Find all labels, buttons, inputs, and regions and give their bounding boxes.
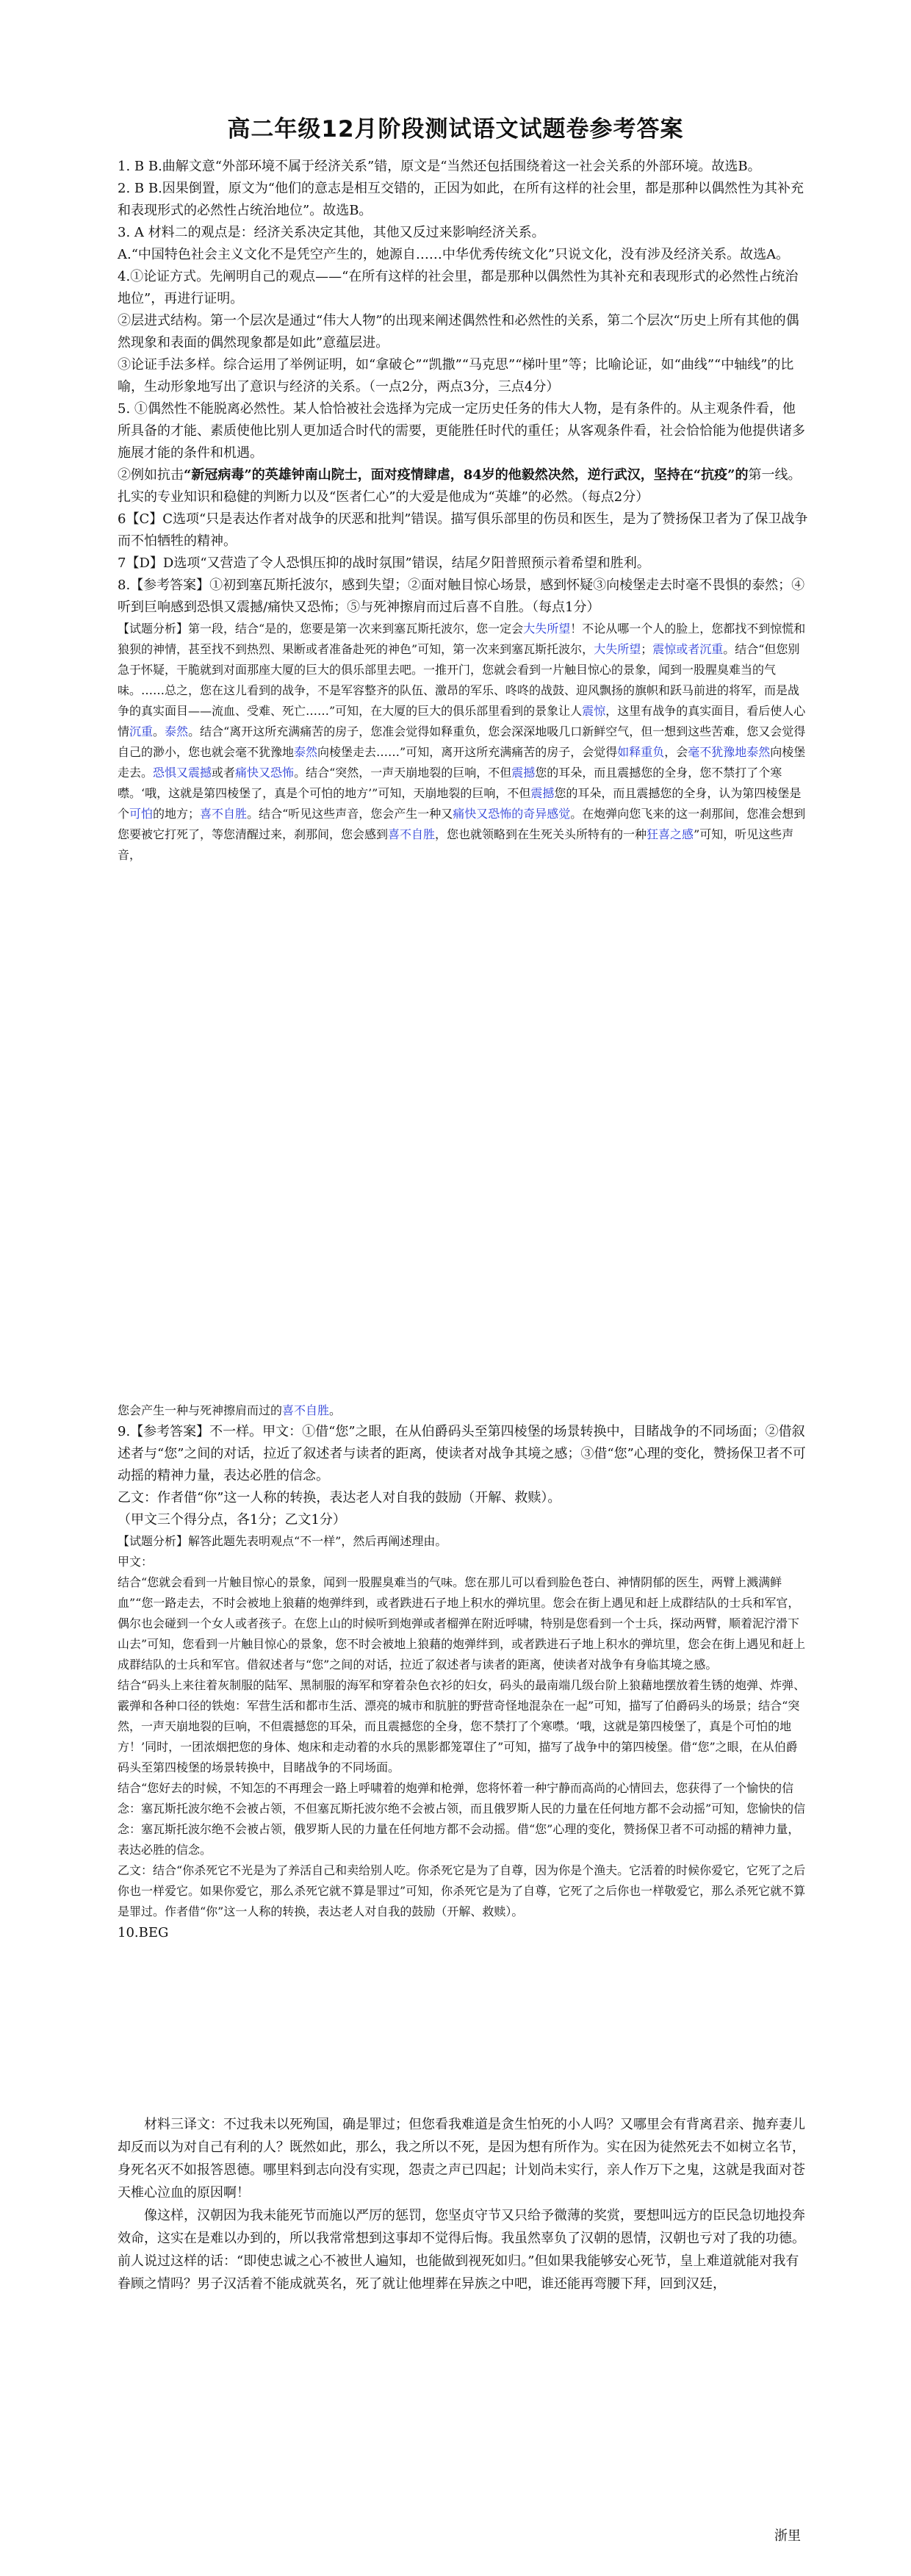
answer-q7: 7【D】D选项“又营造了令人恐惧压抑的战时氛围”错误，结尾夕阳普照预示着希望和胜利。 <box>118 555 650 571</box>
keyword-highlight: 喜不自胜 <box>282 1403 330 1417</box>
q9-analysis-jia-label: 甲文： <box>118 1555 154 1569</box>
page-footer: 浙里 <box>774 2528 801 2544</box>
page-title: 高二年级12月阶段测试语文试题卷参考答案 <box>227 116 684 143</box>
keyword-highlight: 可怕 <box>129 807 154 821</box>
translation-para-2: 像这样，汉朝因为我未能死节而施以严厉的惩罚，您坚贞守节又只给予微薄的奖赏，要想叫远方的臣民急切地投奔效命，这实在是难以办到的，所以我常常想到这事却不觉得后悔。我虽然辜负了汉朝的恩情，汉朝也亏对了我的功德。前人说过这样的话：“即使忠诚之心不被世人遍知，也能做到视死如归。”但如果我能够安心死节，皇上难道就能对我有眷顾之情吗？男子汉活着不能成就英名，死了就让他埋葬在异族之中吧，谁还能再弯腰下拜，回到汉廷， <box>118 2208 805 2292</box>
q8-analysis-end: 您会产生一种与死神擦肩而过的喜不自胜。 <box>118 1403 342 1417</box>
answer-q4-point3: ③论证手法多样。综合运用了举例证明，如“拿破仑”“凯撒”“马克思”“梯叶里”等；比喻论证，如“曲线”“中轴线”的比喻，生动形象地写出了意识与经济的关系。（一点2分，两点3分，三点4分） <box>118 357 794 395</box>
q9-analysis-jia-3: 结合“您好去的时候，不知怎的不再理会一路上呼啸着的炮弹和枪弹，您将怀着一种宁静而高尚的心情回去，您获得了一个愉快的信念：塞瓦斯托波尔绝不会被占领，不但塞瓦斯托波尔绝不会被占领，而且俄罗斯人民的力量在任何地方都不会动摇”可知，您愉快的信念：塞瓦斯托波尔绝不会被占领，俄罗斯人民的力量在任何地方都不会动摇。借“您”心理的变化，赞扬保卫者不可动摇的精神力量，表达必胜的信念。 <box>118 1781 806 1857</box>
answer-q5-point1: 5. ①偶然性不能脱离必然性。某人恰恰被社会选择为完成一定历史任务的伟大人物，是有条件的。从主观条件看，他所具备的才能、素质使他比别人更加适合时代的需要，更能胜任时代的重任；从客观条件看，社会恰恰能为他提供诸多施展才能的条件和机遇。 <box>118 401 805 461</box>
keyword-highlight: 泰然 <box>165 724 189 738</box>
q9-analysis-yi: 乙文：结合“你杀死它不光是为了养活自己和卖给别人吃。你杀死它是为了自尊，因为你是个渔夫。它活着的时候你爱它，它死了之后你也一样爱它。如果你爱它，那么杀死它就不算是罪过”可知，你杀死它是为了自尊，它死了之后你也一样敬爱它，那么杀死它就不算是罪过。作者借“你”这一人称的转换，表达老人对自我的鼓励（开解、救赎）。 <box>118 1863 806 1918</box>
keyword-highlight: 狂喜之感 <box>647 827 694 841</box>
answer-q6: 6【C】C选项“只是表达作者对战争的厌恶和批判”错误。描写俱乐部里的伤员和医生，是为了赞扬保卫者为了保卫战争而不怕牺牲的精神。 <box>118 511 808 549</box>
keyword-highlight: 沉重 <box>129 724 154 738</box>
keyword-highlight: 喜不自胜 <box>388 827 436 841</box>
answer-q9-yi: 乙文：作者借“你”这一人称的转换，表达老人对自我的鼓励（开解、救赎）。 <box>118 1490 561 1505</box>
translation-para-1: 材料三译文：不过我未以死殉国，确是罪过；但您看我难道是贪生怕死的小人吗？又哪里会有背离君亲、抛弃妻儿却反而以为对自己有利的人？既然如此，那么，我之所以不死，是因为想有所作为。实在因为徒然死去不如树立名节，身死名灭不如报答恩德。哪里料到志向没有实现，怨责之声已四起；计划尚未实行，亲人作万下之鬼，这就是我面对苍天椎心泣血的原因啊！ <box>118 2117 805 2201</box>
q9-analysis-jia-2: 结合“码头上来往着灰制服的陆军、黑制服的海军和穿着杂色衣衫的妇女，码头的最南端几级台阶上狼藉地摆放着生锈的炮弹、炸弹、霰弹和各种口径的铁炮：军营生活和都市生活、漂亮的城市和肮脏的野营奇怪地混杂在一起”可知，描写了伯爵码头的场景；结合“突然，一声天崩地裂的巨响，不但震撼您的耳朵，而且震撼您的全身，您不禁打了个寒噤。‘哦，这就是第四棱堡了，真是个可怕的地方！’同时，一团浓烟把您的身体、炮床和走动着的水兵的黑影都笼罩住了”可知，描写了战争中的第四棱堡。借“您”之眼，在从伯爵码头至第四棱堡的场景转换中，目睹战争的不同场面。 <box>118 1678 806 1774</box>
keyword-highlight: 痛快又恐怖的奇异感觉 <box>453 807 571 821</box>
answer-q4-point1: 4.①论证方式。先阐明自己的观点——“在所有这样的社会里，都是那种以偶然性为其补充和表现形式的必然性占统治地位”，再进行证明。 <box>118 269 799 306</box>
answer-q10: 10.BEG <box>118 1925 169 1940</box>
answer-q1: 1. B B.曲解文意“外部环境不属于经济关系”错，原文是“当然还包括围绕着这一社会关系的外部环境。故选B。 <box>118 159 761 174</box>
q9-analysis-intro: 【试题分析】解答此题先表明观点“不一样”，然后再阐述理由。 <box>118 1534 447 1548</box>
keyword-highlight: 震惊 <box>582 704 606 718</box>
keyword-highlight: 大失所望 <box>594 642 641 656</box>
answer-q2: 2. B B.因果倒置，原文为“他们的意志是相互交错的，正因为如此，在所有这样的社会里，都是那种以偶然性为其补充和表现形式的必然性占统治地位”。故选B。 <box>118 181 804 218</box>
keyword-highlight: 震惊或者沉重 <box>652 642 724 656</box>
answer-q8: 8.【参考答案】①初到塞瓦斯托波尔，感到失望；②面对触目惊心场景，感到怀疑③向棱堡走去时毫不畏惧的泰然；④听到巨响感到恐惧又震撼/痛快又恐怖；⑤与死神擦肩而过后喜不自胜。（每点1分） <box>118 578 805 615</box>
answer-q4-point2: ②层进式结构。第一个层次是通过“伟大人物”的出现来阐述偶然性和必然性的关系，第二个层次“历史上所有其他的偶然现象和表面的偶然现象都是如此”意蕴层进。 <box>118 313 799 350</box>
answer-q9: 9.【参考答案】不一样。甲文：①借“您”之眼，在从伯爵码头至第四棱堡的场景转换中，目睹战争的不同场面；②借叙述者与“您”之间的对话，拉近了叙述者与读者的距离，使读者对战争其境之感；③借“您”心理的变化，赞扬保卫者不可动摇的精神力量，表达必胜的信念。 <box>118 1424 806 1483</box>
keyword-highlight: 恐惧又震撼 <box>153 766 212 780</box>
keyword-highlight: 震撼 <box>530 786 555 800</box>
keyword-highlight: 痛快又恐怖 <box>235 766 295 780</box>
q9-analysis-jia-1: 结合“您就会看到一片触目惊心的景象，闻到一股腥臭难当的气味。您在那儿可以看到脸色苍白、神情阴郁的医生，两臂上溅满鲜血”“您一路走去，不时会被地上狼藉的炮弹绊到，或者跌进石子地上积水的弹坑里。您会在街上遇见和赶上成群结队的士兵和军官，偶尔也会碰到一个女人或者孩子。在您上山的时候听到炮弹或者榴弹在附近呼啸，特别是您看到一个士兵，探动两臂，顺着泥泞滑下山去”可知，您看到一片触目惊心的景象，您不时会被地上狼藉的炮弹绊到，或者跌进石子地上积水的弹坑里，您会在街上遇见和赶上成群结队的士兵和军官。借叙述者与“您”之间的对话，拉近了叙述者与读者的距离，使读者对战争有身临其境之感。 <box>118 1575 806 1672</box>
keyword-highlight: 泰然 <box>294 745 318 759</box>
keyword-highlight: 毫不犹豫地泰然 <box>688 745 771 759</box>
keyword-highlight: 震撼 <box>511 766 536 780</box>
answer-q5-point2 <box>118 464 808 508</box>
q5-lead: ②例如抗击 <box>118 467 184 483</box>
answer-q9-scoring: （甲文三个得分点，各1分；乙文1分） <box>118 1512 346 1528</box>
answers-section-1 <box>118 156 808 866</box>
keyword-highlight: 如释重负 <box>617 745 665 759</box>
q5-tail: 第一线。扎实的专业知识和稳健的判断力以及“医者仁心”的大爱是他成为“英雄”的必然。（每点2分） <box>118 467 802 505</box>
translation-section <box>118 2113 808 2295</box>
answer-q3-detail: A.“中国特色社会主义文化不是凭空产生的，她源自……中华优秀传统文化”只说文化，没有涉及经济关系。故选A。 <box>118 247 790 262</box>
answer-q3: 3. A 材料二的观点是：经济关系决定其他，其他又反过来影响经济关系。 <box>118 225 545 240</box>
q5-bold-example: “新冠病毒”的英雄钟南山院士，面对疫情肆虐，84岁的他毅然决然，逆行武汉，坚持在“抗疫”的 <box>184 467 749 483</box>
keyword-highlight: 喜不自胜 <box>200 807 248 821</box>
keyword-highlight: 大失所望 <box>523 622 571 636</box>
q8-analysis: 【试题分析】第一段，结合“是的，您要是第一次来到塞瓦斯托波尔，您一定会大失所望！不论从哪一个人的脸上，您都找不到惊慌和狼狈的神情，甚至找不到热烈、果断或者准备赴死的神色”可知，第一次来到塞瓦斯托波尔，大失所望；震惊或者沉重。结合“但您别急于怀疑，干脆就到对面那座大厦的巨大的俱乐部里去吧。一推开门，您就会看到一片触目惊心的景象，闻到一股腥臭难当的气味。……总之，您在这儿看到的战争，不是军容整齐的队伍、激昂的军乐、咚咚的战鼓、迎风飘扬的旗帜和跃马前进的将军，而是战争的真实面目——流血、受难、死亡……”可知，在大厦的巨大的俱乐部里看到的景象让人震惊，这里有战争的真实面目，看后使人心情沉重。泰然。结合“离开这所充满痛苦的房子，您准会觉得如释重负，您会深深地吸几口新鲜空气，但一想到这些苦难，您又会觉得自己的渺小，您也就会毫不犹豫地泰然向棱堡走去……”可知，离开这所充满痛苦的房子，会觉得如释重负，会毫不犹豫地泰然向棱堡走去。恐惧又震撼或者痛快又恐怖。结合“突然，一声天崩地裂的巨响，不但震撼您的耳朵，而且震撼您的全身，您不禁打了个寒噤。‘哦，这就是第四棱堡了，真是个可怕的地方’”可知，天崩地裂的巨响，不但震撼您的耳朵，而且震撼您的全身，认为第四棱堡是个可怕的地方；喜不自胜。结合“听见这些声音，您会产生一种又痛快又恐怖的奇异感觉。在炮弹向您飞来的这一刹那间，您准会想到您要被它打死了，等您清醒过来，刹那间，您会感到喜不自胜，您也就领略到在生死关头所特有的一种狂喜之感”可知，听见这些声音， <box>118 622 806 862</box>
answers-section-2 <box>118 1400 808 1944</box>
